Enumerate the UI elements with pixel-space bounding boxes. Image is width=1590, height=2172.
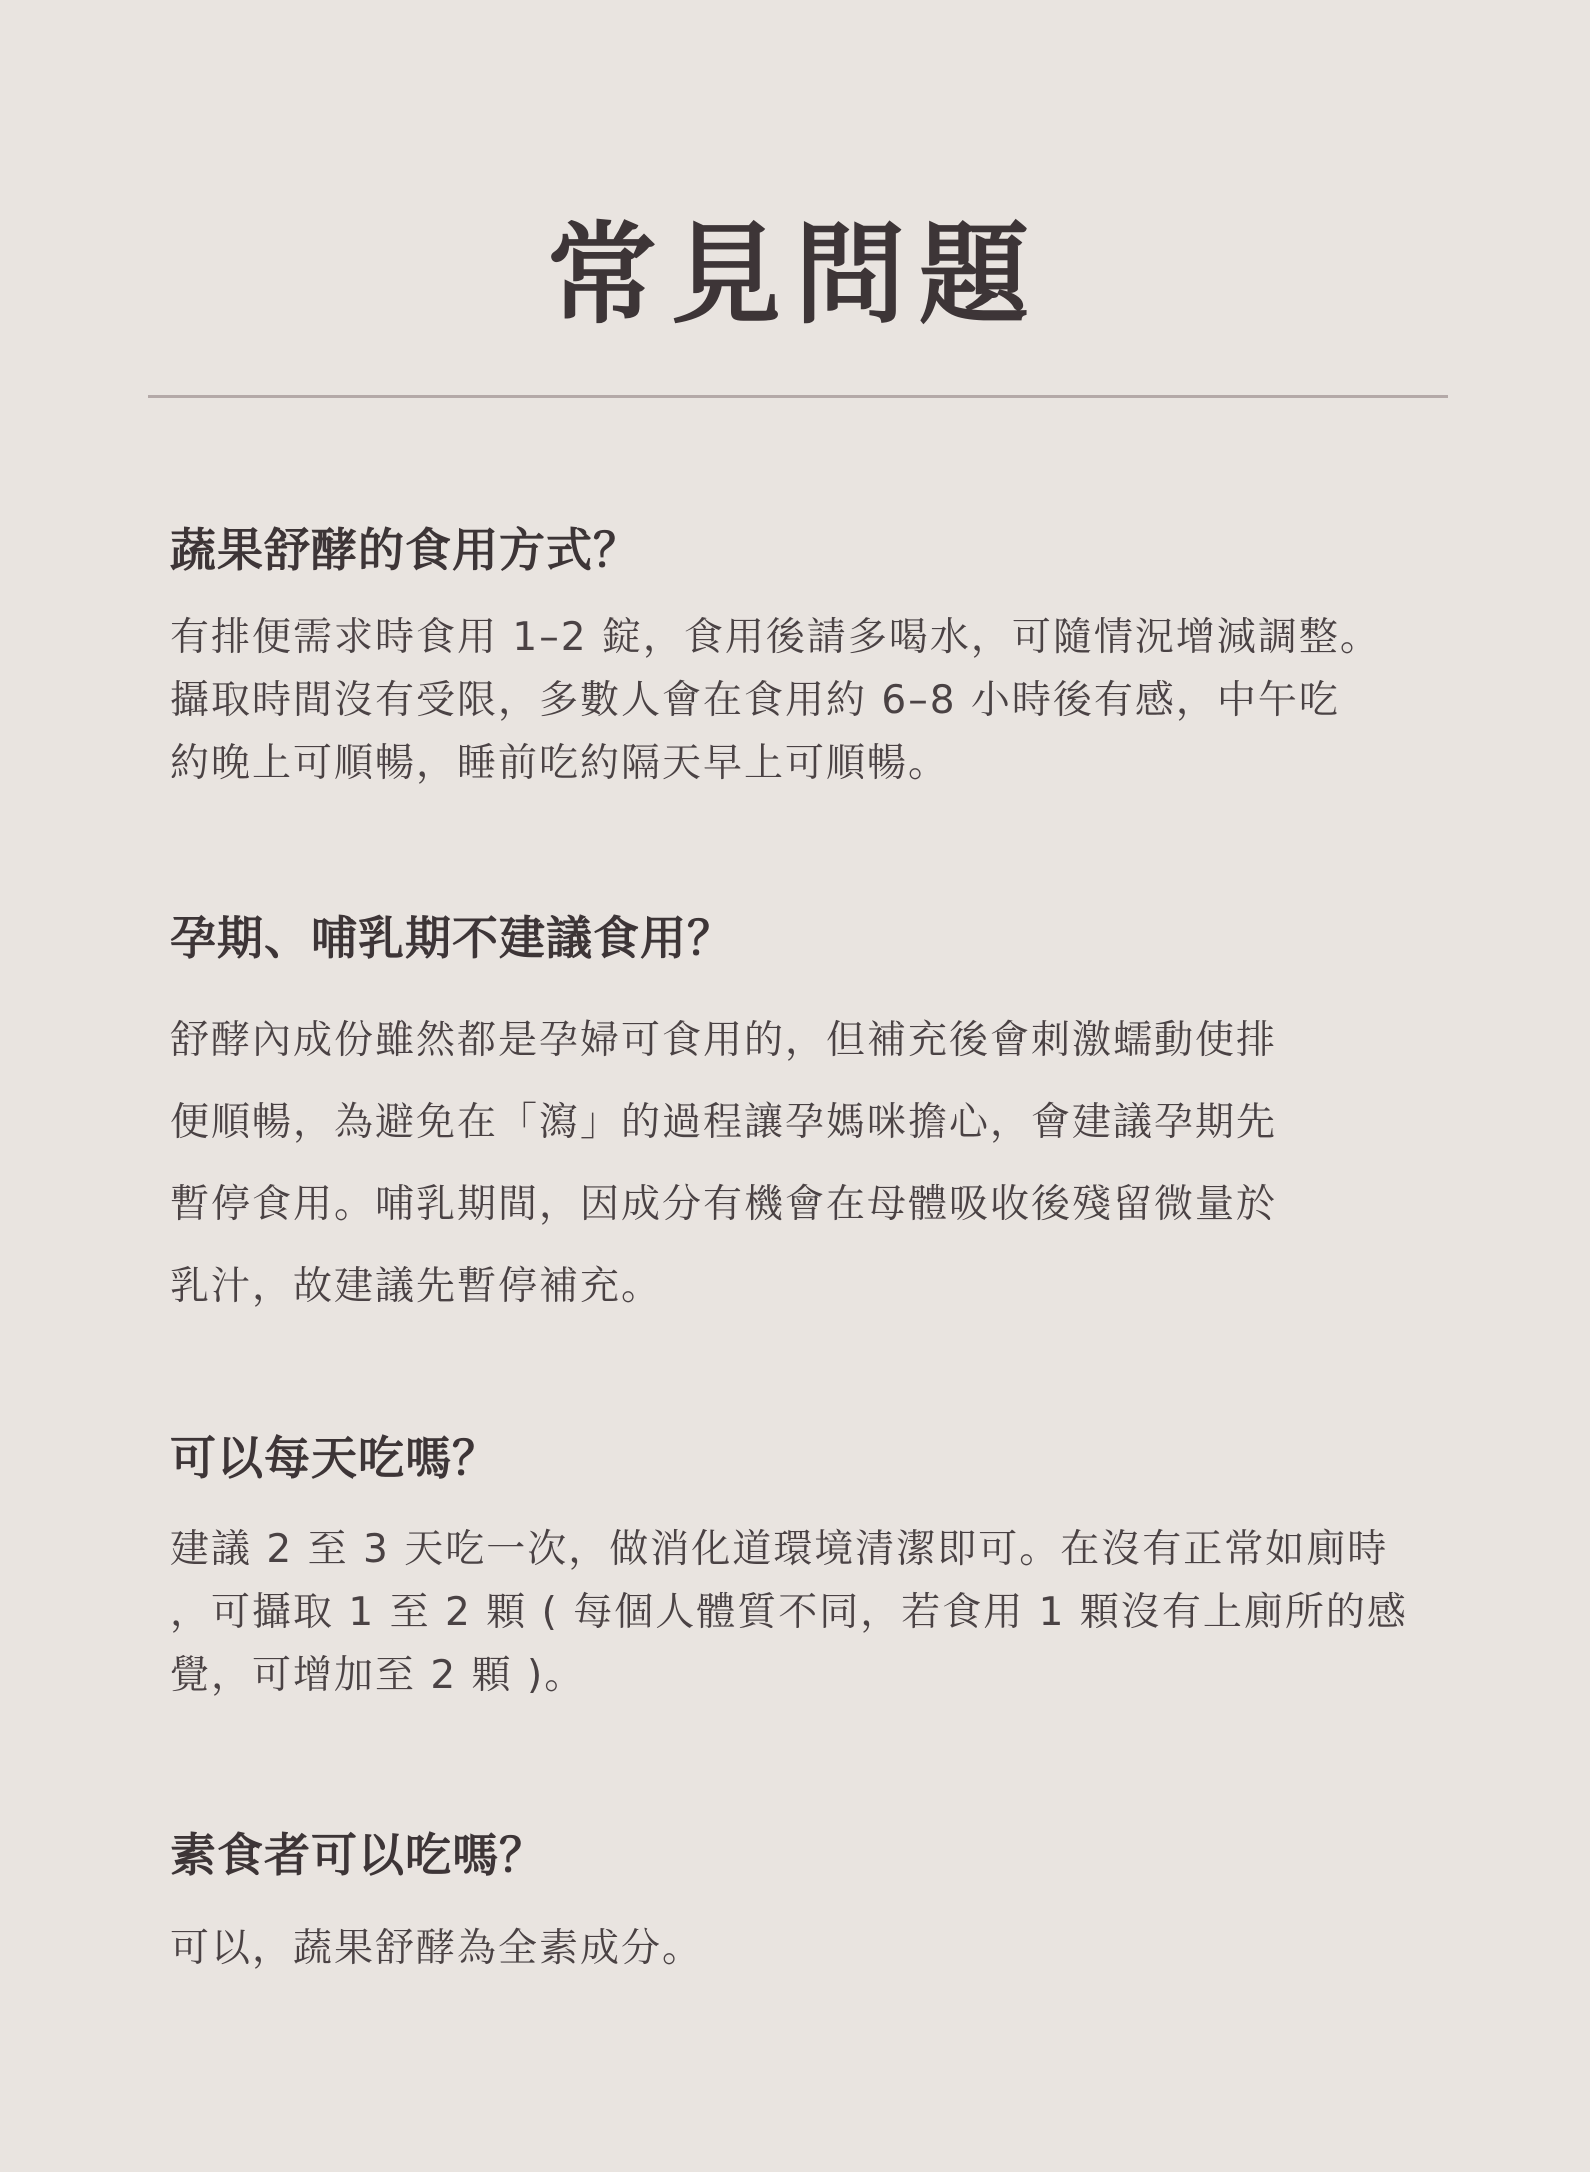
faq-answer: 舒酵內成份雖然都是孕婦可食用的，但補充後會刺激蠕動使排 便順暢，為避免在「瀉」的過程讓孕媽咪擔心，會建議孕期先 暫停食用。哺乳期間，因成分有機會在母體吸收後殘留微量於 乳汁，故建議先暫停補充。	[170, 1018, 1278, 1309]
page-title: 常見問題	[547, 211, 1043, 339]
faq-question: 蔬果舒酵的食用方式？	[170, 523, 640, 577]
faq-question: 孕期、哺乳期不建議食用？	[170, 911, 734, 965]
faq-answer: 可以，蔬果舒酵為全素成分。	[170, 1926, 704, 1971]
faq-answer: 建議 2 至 3 天吃一次，做消化道環境清潔即可。在沒有正常如廁時 ，可攝取 1 至 2 顆 ( 每個人體質不同，若食用 1 顆沒有上廁所的感 覺，可增加至 2 顆 )。	[170, 1527, 1408, 1698]
faq-item-usage	[170, 520, 1450, 795]
faq-item-vegetarian	[170, 1825, 1450, 1980]
faq-item-daily	[170, 1428, 1450, 1707]
faq-answer: 有排便需求時食用 1–2 錠，食用後請多喝水，可隨情況增減調整。 攝取時間沒有受限，多數人會在食用約 6–8 小時後有感，中午吃 約晚上可順暢，睡前吃約隔天早上可順暢。	[170, 615, 1381, 786]
faq-question: 可以每天吃嗎？	[170, 1431, 499, 1485]
faq-item-pregnancy	[170, 908, 1450, 1328]
faq-question: 素食者可以吃嗎？	[170, 1828, 546, 1882]
title-divider	[148, 395, 1448, 398]
